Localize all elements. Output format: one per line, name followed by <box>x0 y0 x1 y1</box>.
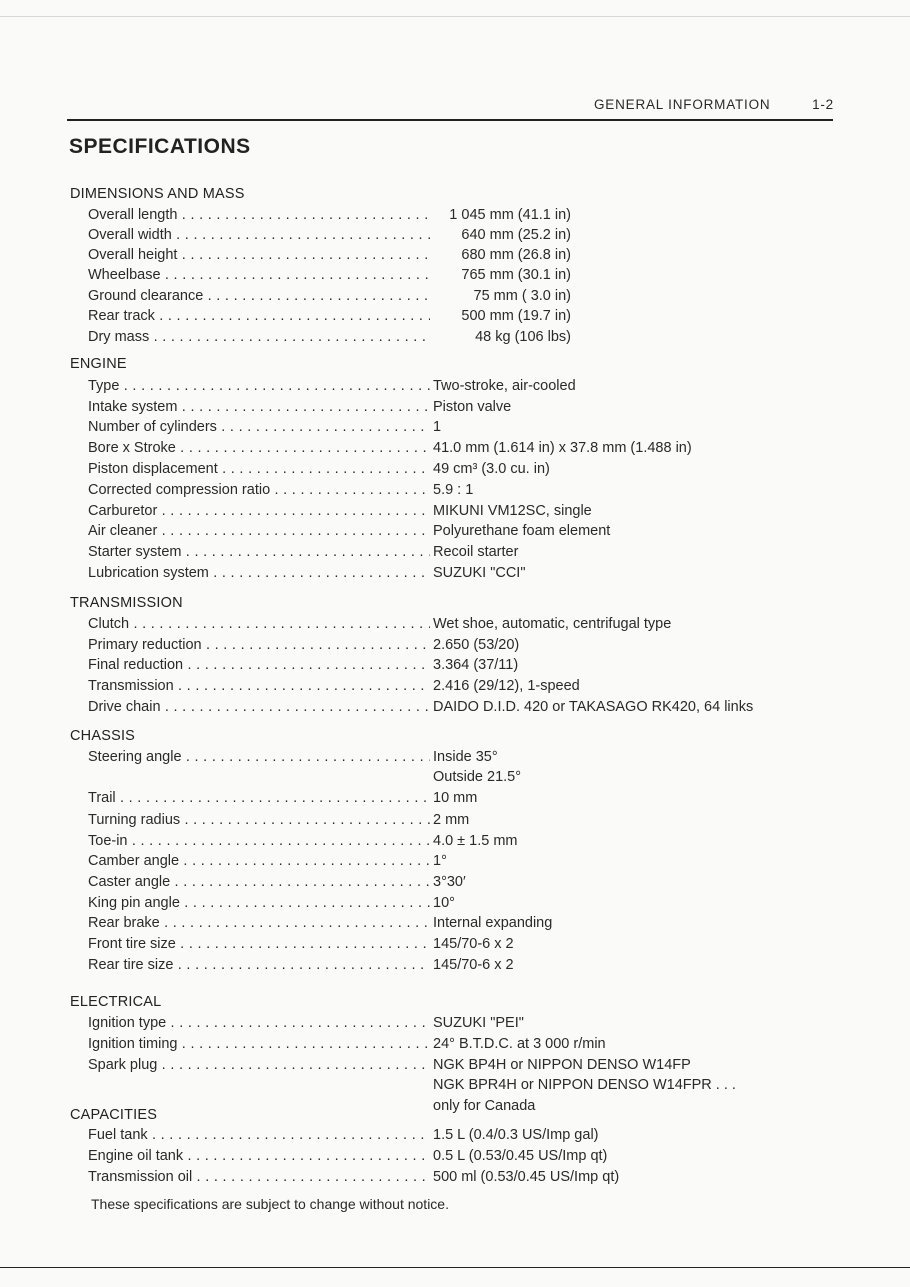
spec-value: 2 mm <box>433 812 470 828</box>
spec-label: Spark plug . . . <box>88 1057 430 1073</box>
spec-value: 5.9 : 1 <box>433 482 474 498</box>
spec-row <box>88 1148 908 1168</box>
spec-label: Lubrication system . . . <box>88 565 430 581</box>
spec-label: King pin angle . . . <box>88 895 430 911</box>
spec-label: Dry mass . . . <box>88 329 430 345</box>
spec-row <box>88 1127 908 1147</box>
spec-value: 3°30′ <box>433 874 466 890</box>
spec-value: NGK BPR4H or NIPPON DENSO W14FPR . . . <box>433 1077 736 1093</box>
spec-row <box>88 1057 908 1077</box>
footnote: These specifications are subject to change without notice. <box>91 1196 449 1212</box>
section-heading-capacities: CAPACITIES <box>70 1107 158 1123</box>
spec-label: Engine oil tank . . . <box>88 1148 430 1164</box>
spec-value: 0.5 L (0.53/0.45 US/Imp qt) <box>433 1148 608 1164</box>
spec-value: 10 mm <box>433 790 478 806</box>
spec-row-continued <box>88 769 908 789</box>
spec-value: 48 kg (106 lbs) <box>475 329 571 345</box>
spec-label: Overall height . . . <box>88 247 430 263</box>
spec-label: Rear track . . . <box>88 308 430 324</box>
spec-row <box>88 523 908 543</box>
spec-label: Fuel tank . . . <box>88 1127 430 1143</box>
spec-value: 1 045 mm (41.1 in) <box>449 207 571 223</box>
header-page-number: 1-2 <box>812 97 834 112</box>
spec-label: Rear tire size . . . <box>88 957 430 973</box>
spec-row <box>88 936 908 956</box>
spec-row <box>88 565 908 585</box>
spec-row <box>88 699 908 719</box>
spec-label: Bore x Stroke . . . <box>88 440 430 456</box>
spec-value: only for Canada <box>433 1098 536 1114</box>
spec-row <box>88 678 908 698</box>
section-heading-electrical: ELECTRICAL <box>70 994 162 1010</box>
spec-row <box>88 749 908 769</box>
spec-value: 500 mm (19.7 in) <box>461 308 571 324</box>
spec-row <box>88 267 908 287</box>
spec-row <box>88 853 908 873</box>
scan-edge-top <box>0 16 910 17</box>
spec-row <box>88 957 908 977</box>
spec-label: Front tire size . . . <box>88 936 430 952</box>
spec-row <box>88 329 908 349</box>
spec-label: Drive chain . . . <box>88 699 430 715</box>
spec-label: Air cleaner . . . <box>88 523 430 539</box>
spec-label: Ignition type . . . <box>88 1015 430 1031</box>
spec-row <box>88 378 908 398</box>
spec-value: Inside 35° <box>433 749 498 765</box>
spec-label: Ignition timing . . . <box>88 1036 430 1052</box>
spec-value: 1.5 L (0.4/0.3 US/Imp gal) <box>433 1127 599 1143</box>
spec-row <box>88 812 908 832</box>
spec-row <box>88 227 908 247</box>
spec-row <box>88 874 908 894</box>
spec-label: Intake system . . . <box>88 399 430 415</box>
spec-row <box>88 544 908 564</box>
spec-row <box>88 288 908 308</box>
spec-row <box>88 503 908 523</box>
spec-value: 24° B.T.D.C. at 3 000 r/min <box>433 1036 606 1052</box>
spec-value: 3.364 (37/11) <box>433 657 519 673</box>
spec-label: Carburetor . . . <box>88 503 430 519</box>
spec-label: Transmission . . . <box>88 678 430 694</box>
spec-value: 4.0 ± 1.5 mm <box>433 833 518 849</box>
spec-value: Piston valve <box>433 399 512 415</box>
spec-value: 765 mm (30.1 in) <box>461 267 571 283</box>
spec-value: SUZUKI "CCI" <box>433 565 526 581</box>
spec-label: Camber angle . . . <box>88 853 430 869</box>
spec-row <box>88 895 908 915</box>
spec-row <box>88 1036 908 1056</box>
spec-row <box>88 790 908 810</box>
spec-value: NGK BP4H or NIPPON DENSO W14FP <box>433 1057 691 1073</box>
spec-label: Caster angle . . . <box>88 874 430 890</box>
spec-row <box>88 247 908 267</box>
spec-value: MIKUNI VM12SC, single <box>433 503 592 519</box>
spec-label: Ground clearance . . . <box>88 288 430 304</box>
spec-label: Rear brake . . . <box>88 915 430 931</box>
spec-row <box>88 419 908 439</box>
scan-edge-bottom <box>0 1267 910 1268</box>
spec-label: Steering angle . . . <box>88 749 430 765</box>
spec-label: Trail . . . <box>88 790 430 806</box>
spec-label: Overall length . . . <box>88 207 430 223</box>
spec-label: Starter system . . . <box>88 544 430 560</box>
spec-row <box>88 1169 908 1189</box>
spec-row <box>88 833 908 853</box>
spec-value: 75 mm ( 3.0 in) <box>473 288 571 304</box>
spec-row <box>88 915 908 935</box>
spec-row <box>88 440 908 460</box>
spec-value: 49 cm³ (3.0 cu. in) <box>433 461 550 477</box>
spec-row <box>88 482 908 502</box>
spec-label: Wheelbase . . . <box>88 267 430 283</box>
spec-row <box>88 308 908 328</box>
spec-label: Toe-in . . . <box>88 833 430 849</box>
section-heading-transmission: TRANSMISSION <box>70 595 183 611</box>
section-heading-chassis: CHASSIS <box>70 728 136 744</box>
spec-value: Recoil starter <box>433 544 519 560</box>
spec-label: Overall width . . . <box>88 227 430 243</box>
spec-value: Internal expanding <box>433 915 553 931</box>
spec-value: SUZUKI "PEI" <box>433 1015 524 1031</box>
page-header <box>594 97 834 112</box>
spec-label: Clutch . . . <box>88 616 430 632</box>
spec-label: Corrected compression ratio . . . <box>88 482 430 498</box>
section-heading-engine: ENGINE <box>70 356 127 372</box>
spec-label: Turning radius . . . <box>88 812 430 828</box>
spec-row <box>88 616 908 636</box>
spec-value: 1° <box>433 853 447 869</box>
header-rule <box>67 119 833 121</box>
spec-value: 41.0 mm (1.614 in) x 37.8 mm (1.488 in) <box>433 440 692 456</box>
page-title: SPECIFICATIONS <box>69 135 251 158</box>
spec-row <box>88 637 908 657</box>
spec-row-continued <box>88 1098 908 1118</box>
spec-row <box>88 461 908 481</box>
spec-row <box>88 207 908 227</box>
spec-value: 640 mm (25.2 in) <box>461 227 571 243</box>
spec-label: Primary reduction . . . <box>88 637 430 653</box>
spec-value: Wet shoe, automatic, centrifugal type <box>433 616 672 632</box>
spec-value: 2.650 (53/20) <box>433 637 520 653</box>
spec-value: 145/70-6 x 2 <box>433 936 514 952</box>
spec-value: 2.416 (29/12), 1-speed <box>433 678 580 694</box>
header-section: GENERAL INFORMATION <box>594 97 771 112</box>
spec-label: Piston displacement . . . <box>88 461 430 477</box>
spec-value: 1 <box>433 419 442 435</box>
section-heading-dimensions: DIMENSIONS AND MASS <box>70 186 245 202</box>
spec-label: Transmission oil . . . <box>88 1169 430 1185</box>
spec-label: Number of cylinders . . . <box>88 419 430 435</box>
spec-row-continued <box>88 1077 908 1097</box>
spec-row <box>88 657 908 677</box>
spec-value: Outside 21.5° <box>433 769 522 785</box>
spec-value: Two-stroke, air-cooled <box>433 378 576 394</box>
spec-label: Type . . . <box>88 378 430 394</box>
spec-value: 680 mm (26.8 in) <box>461 247 571 263</box>
spec-value: 500 ml (0.53/0.45 US/Imp qt) <box>433 1169 620 1185</box>
spec-value: DAIDO D.I.D. 420 or TAKASAGO RK420, 64 links <box>433 699 754 715</box>
spec-row <box>88 1015 908 1035</box>
spec-row <box>88 399 908 419</box>
spec-value: 145/70-6 x 2 <box>433 957 514 973</box>
spec-value: Polyurethane foam element <box>433 523 611 539</box>
spec-label: Final reduction . . . <box>88 657 430 673</box>
spec-value: 10° <box>433 895 455 911</box>
